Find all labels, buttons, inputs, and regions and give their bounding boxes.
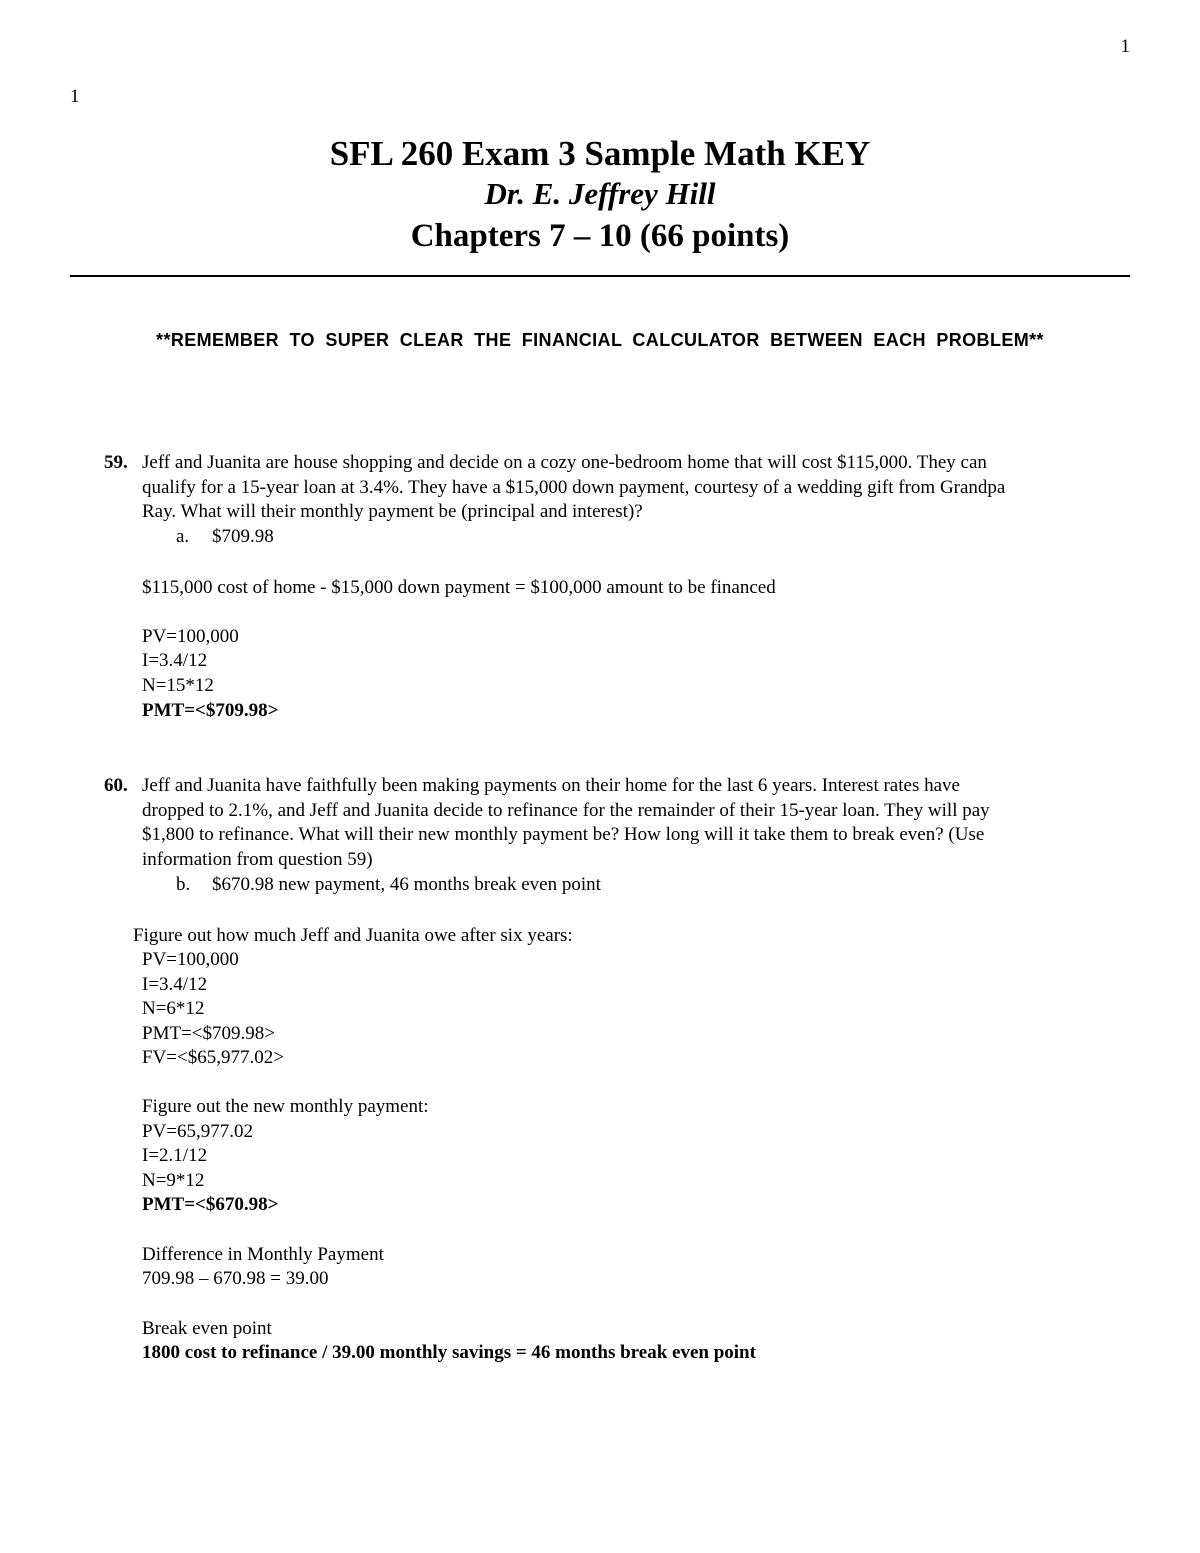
q60-new-i: I=2.1/12 [142,1145,208,1166]
question-59-answer-letter: a. [176,526,190,547]
q59-n: N=15*12 [142,675,214,696]
q60-owe-n: N=6*12 [142,998,205,1019]
q59-pv: PV=100,000 [142,626,239,647]
question-60-line-2: dropped to 2.1%, and Jeff and Juanita decide to refinance for the remainder of their 15-year loan. They will pay [142,800,990,821]
q60-break-heading: Break even point [142,1318,272,1339]
chapters-subtitle: Chapters 7 – 10 (66 points) [410,218,790,254]
q60-owe-i: I=3.4/12 [142,974,208,995]
question-59-line-1: Jeff and Juanita are house shopping and decide on a cozy one-bedroom home that will cost $115,000. They can [142,452,987,473]
q59-i: I=3.4/12 [142,650,208,671]
q60-new-pv: PV=65,977.02 [142,1121,254,1142]
q60-break-calc: 1800 cost to refinance / 39.00 monthly savings = 46 months break even point [142,1342,756,1363]
question-60-line-3: $1,800 to refinance. What will their new monthly payment be? How long will it take them to break even? (Use [142,824,985,845]
q59-calc-intro: $115,000 cost of home - $15,000 down payment = $100,000 amount to be financed [142,577,776,598]
question-60-line-4: information from question 59) [142,849,373,870]
q60-owe-pmt: PMT=<$709.98> [142,1023,275,1044]
question-59-answer: $709.98 [212,526,274,547]
question-60-line-1: Jeff and Juanita have faithfully been making payments on their home for the last 6 years. Interest rates have [142,775,960,796]
q60-diff-calc: 709.98 – 670.98 = 39.00 [142,1268,329,1289]
q60-new-heading: Figure out the new monthly payment: [142,1096,429,1117]
horizontal-rule [70,275,1130,277]
q60-diff-heading: Difference in Monthly Payment [142,1244,384,1265]
page-title: SFL 260 Exam 3 Sample Math KEY [329,134,871,173]
q60-owe-pv: PV=100,000 [142,949,239,970]
title-block [0,134,1200,258]
page-number-left: 1 [70,86,80,107]
q60-owe-heading: Figure out how much Jeff and Juanita owe after six years: [133,925,573,946]
question-60-answer-letter: b. [176,874,191,895]
question-60-number: 60. [104,775,128,796]
question-60-answer: $670.98 new payment, 46 months break even point [212,874,601,895]
question-59-line-2: qualify for a 15-year loan at 3.4%. They have a $15,000 down payment, courtesy of a wedding gift from Grandpa [142,477,1006,498]
author-name: Dr. E. Jeffrey Hill [484,176,716,211]
q60-new-pmt: PMT=<$670.98> [142,1194,279,1215]
question-59-line-3: Ray. What will their monthly payment be (principal and interest)? [142,501,643,522]
calculator-reminder: **REMEMBER TO SUPER CLEAR THE FINANCIAL CALCULATOR BETWEEN EACH PROBLEM** [156,330,1044,350]
page-number-right: 1 [1120,36,1130,57]
q60-new-n: N=9*12 [142,1170,205,1191]
q59-pmt: PMT=<$709.98> [142,700,279,721]
question-59-number: 59. [104,452,128,473]
q60-owe-fv: FV=<$65,977.02> [142,1047,284,1068]
